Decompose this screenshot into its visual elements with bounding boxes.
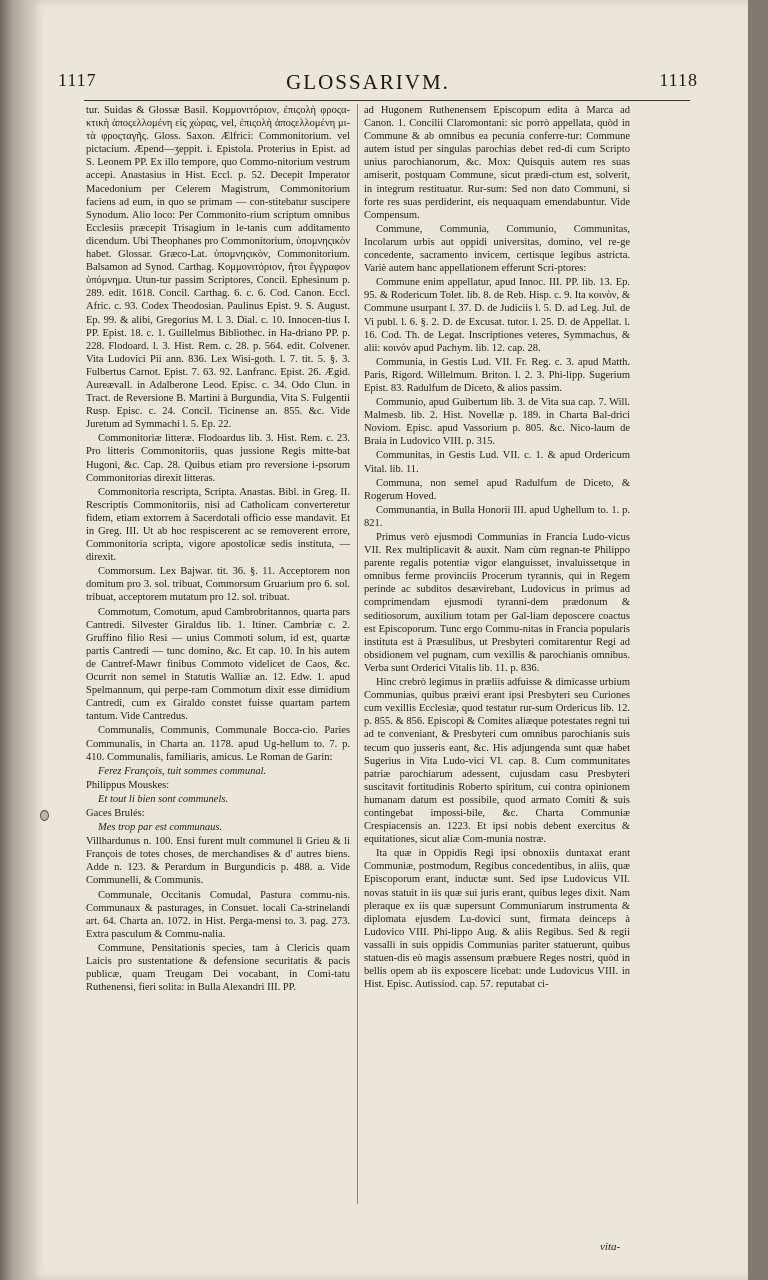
paragraph: Philippus Mouskes: — [86, 779, 170, 791]
left-page-number: 1117 — [58, 70, 97, 90]
page-header — [58, 70, 698, 100]
right-column — [364, 104, 630, 1239]
paragraph: Communio, apud Guibertum lib. 3. de Vita sua cap. 7. Will. Malmesb. lib. 2. Hist. Novellæ p. 189. in Charta Bal-drici Noviom. Episc. apud Vassorium p. 805. &c. Nico-laum de Braia in Ludovico VIII. p. 315. — [364, 397, 630, 448]
right-page-number: 1118 — [659, 70, 698, 90]
paragraph: Commune enim appellatur, apud Innoc. III. PP. lib. 13. Ep. 95. & Rodericum Tolet. lib. 8. de Reb. Hisp. c. 9. Ita κοινὸν, & Commune usurpant l. 37. D. de Judiciis l. 5. D. ad Leg. Jul. de Vi publ. l. 6. §. 2. D. de Excusat. tutor. l. 25. D. de Appellat. l. 16. Cod. Th. de Legat. Inscriptiones veteres, Symmachus, & alii: κοινόν apud Pachym. lib. 12. cap. 28. — [364, 277, 630, 354]
paper-hole — [40, 810, 49, 821]
catchword: vita- — [600, 1241, 621, 1253]
paragraph: Communa, non semel apud Radulfum de Diceto, & Rogerum Hoved. — [364, 477, 630, 502]
paragraph: Commonitoriæ litteræ. Flodoardus lib. 3. Hist. Rem. c. 23. Pro litteris Commonitoriis, quas jussione Regis mitte-bat Hugoni, &c. Cap. 28. Quibus etiam pro reversione i-psorum Commonitorias direxit litteras. — [86, 433, 350, 484]
header-rule — [84, 100, 690, 101]
paragraph: Communia, in Gestis Lud. VII. Fr. Reg. c. 3. apud Matth. Paris, Rigord. Willelmum. Briton. l. 2. 3. Phi-lipp. Sugerium Epist. 83. Radulfum de Diceto, & alios passim. — [364, 356, 630, 394]
left-column — [86, 104, 350, 1239]
paragraph: Primus verò ejusmodi Communias in Francia Ludo-vicus VII. Rex multiplicavit & auxit. Nam cùm regnan-te Philippo parente regalis potentiæ vigor elanguisset, invaluissetque in omnibus ferme provinciis Procerum tyrannis, qui in Regem perinde ac subditos desævirebant, Ludovicus in primus ad comprimendam ejusmodi tyranni-dem prædonum & seditiosorum, auxilium totam per Gal-liam deposcere coactus est Episcoporum. Tunc ergo Commu-nitas in Francia popularis instituta est à Præsulibus, ut Presbyteri comitarentur Regi ad obsidionem vel pugnam, cum vexillis & parochianis omnibus. Verba sunt Orderici Vitalis lib. 11. p. 836. — [364, 532, 630, 674]
paragraph: Hinc crebrò legimus in præliis adfuisse & dimicasse urbium Communias, quibus præivi erant ipsi Presbyteri seu Curiones cum vexillis Ecclesiæ, quod testatur rur-sum Ordericus lib. 12. p. 855. & 856. Episcopi & Comites aliæque potestates regni tui ad te conveniant, & Presbyteri cum omnibus parochianis suis tecum quo jusseris eant, &c. His adjungenda sunt quæ habet Sugerius in Vita Ludo-vici VI. cap. 8. Cum communitates patriæ parochiarum adessent, cujusdam casu Presbyteri suscitavit fortitudinis Roberto spiritum, cui contra opinionem humanam datum est possibile, quod armato Comiti & suis contingebat impossi-bile, &c. Charta Communiæ Crespiacensis an. 1223. Et ipsi nobis debent exercitus & equitationes, sicut aliæ Com-munia nostræ. — [364, 677, 630, 846]
verse-quote: Et tout li bien sont communels. — [98, 793, 229, 805]
paragraph: Communale, Occitanis Comudal, Pastura commu-nis. Communaux & pasturages, in Consuet. locali Ca-strinelandi art. 64. Charta an. 1072. in Hist. Perga-mensi to. 3. pag. 273. Extra pasculum & Commu-nalia. — [86, 889, 350, 940]
paragraph: Commorsum. Lex Bajwar. tit. 36. §. 11. Acceptorem non domitum pro 3. sol. tribuat, Commorsum Gruarium pro 6. sol. tribuat, acceptorem mutatum pro 12. sol. tribuat. — [86, 566, 350, 604]
paragraph: Commune, Pensitationis species, tam à Clericis quam Laicis pro sustentatione & defensione securitatis & pacis publicæ, quam Treugam Dei vocabant, in Comi-tatu Ruthenensi, fieri solita: in Bulla Alexandri III. PP. — [86, 942, 350, 994]
paragraph: Commonitoria rescripta, Scripta. Anastas. Bibl. in Greg. II. Rescriptis Commonitoriis, nisi ad Catholicam converteretur fidem, etiam extorrem à Sacerdotali officio esse mandavit. Et in Greg. III. Ut ab hoc respiscerent ac se removerent errore, Commonitoria scripta, vigore apostolicæ sedis instituta, — direxit. — [86, 486, 350, 564]
scan-edge — [748, 0, 768, 1280]
paragraph: Villhardunus n. 100. Ensi furent mult communel li Grieu & li François de totes choses, de merchandises & d' autres biens. Adde n. 123. & Perardum in Burgundicis p. 488. a. Vide Communelli, & Communis. — [86, 836, 350, 887]
paragraph: Communitas, in Gestis Lud. VII. c. 1. & apud Ordericum Vital. lib. 11. — [364, 450, 630, 475]
paragraph: Communantia, in Bulla Honorii III. apud Ughellum to. 1. p. 821. — [364, 504, 630, 529]
verse-quote: Ferez François, tuit sommes communal. — [98, 765, 267, 777]
paragraph: Communalis, Communis, Communale Bocca-cio. Paries Communalis, in Charta an. 1178. apud Ug-hellum to. 7. p. 410. Communalis, familiaris, amicus. Le Roman de Garin: — [86, 725, 350, 763]
column-divider — [357, 104, 358, 1204]
paragraph: Commotum, Comotum, apud Cambrobritannos, quarta pars Cantredi. Silvester Giraldus lib. 1. Itiner. Cambriæ c. 2. Gruffino filio Resi — unius Commoti solum, id est, quartæ partis Cantredi — tunc domino, &c. Et cap. 10. In his autem de Cantref-Mawr finibus Commoto videlicet de Caos, &c. Ocurrit non semel in Statutis Walliæ an. 12. Edw. 1. apud Spelmannum, qui perpe-ram Commotum dixit esse dimidium Cantredi, cum ex Giraldo constet fuisse quartam partem tantum. Vide Cantredus. — [86, 606, 350, 723]
verse-quote: Mes trop par est communaus. — [98, 822, 223, 834]
paragraph: Gaces Brulés: — [86, 807, 145, 819]
paragraph: tur. Suidas & Glossæ Basil. Κομμονιτόριον, ἐπιςολὴ φροςα-κτικὴ ἀποςελλομένη εἰς χώρας, vel, ἐπιςολὴ ἀποςελλομένη μι-τὰ φροςταγῆς. Gloss. Saxon. Ælfrici: Commonitorium. vel pictacium. Æpend—ʒeppit. i. Epistola. Proterius in Epist. ad S. Leonem PP. Ex illo tempore, quo Commo-nitorium vestrum accepi. Anastasius in Hist. Eccl. p. 52. Decepit Imperator Macedonium per Celerem Magistrum, Commonitorium faciens ad eum, in quo se primam — con-stitebatur suscipere Synodum. Alio loco: Per Commonito-rium scriptum omnibus Ecclesiis præcepit Trisagium in le-tanis cum additamento dicendum. Ubi Theophanes pro Commonitorium, ὑπομνηςικὸν habet. Glossar. Græco-Lat. ὑπομνηςικὸν, Commonitorium. Balsamon ad Synod. Carthag. Κομμονιτόριον, ἤτοι ἔγγραφον ὑπόμνημα. Utun-tur passim Scriptores, Concil. Ephesinum p. 289. edit. 1618. Concil. Carthag. 6. c. 6. Cod. Canon. Eccl. Afric. c. 93. Codex Theodosian. Paulinus Epist. 9. S. August. Ep. 99. & alibi, Gregorius M. l. 3. Dial. c. 10. Innocen-tius I. PP. Epist. 18. c. 1. Guillelmus Bibliothec. in Ha-driano PP. p. 228. Flodoard. l. 3. Hist. Rem. c. 28. p. 564. edit. Colvener. Vita Ludovici Pii ann. 836. Lex Wisi-goth. l. 7. tit. 5. §. 3. Fulbertus Carnot. Epist. 7. 63. 92. Lanfranc. Epist. 26. Ægid. Aureævall. in Adalberone Leod. Episc. c. 34. Odo Clun. in Tract. de Reversione B. Martini à Burgundia, Vita S. Fulgentii Rusp. Episc. c. 24. Concil. Ticinense an. 855. &c. Vide Juretum ad Symmachi l. 5. Ep. 22. — [86, 105, 350, 431]
running-title: GLOSSARIVM. — [286, 70, 450, 94]
paragraph: ad Hugonem Ruthenensem Episcopum edita à Marca ad Canon. 1. Concilii Claromontani: sic porrò appellata, quòd in Commune & ab omnibus ea pecunia conferre-tur: Commune autem istud per singulas parochias debet red-di cum Scripto unius parochianorum, &c. Mox: Quisquis autem res suas amiserit, postquam Commune, sicut prædi-ctum est, solverit, in integrum restituatur. Rur-sum: Sed non dato Communi, si forte res suas perdiderint, eis nequaquam emendabuntur. Vide Compensum. — [364, 105, 630, 221]
paragraph: Ita quæ in Oppidis Regi ipsi obnoxiis duntaxat erant Communiæ, postmodum, Regibus concedentibus, in aliis, quæ Episcoporum erant, inductæ sunt. Sed ipse Ludovicus VII. novas statuit in iis quæ sui juris erant, quibus leges dixit. Nam pleraque ex iis quæ supersunt Communiarum instrumenta & diplomata ejusdem Lu-dovici sunt, firmata deinceps à Ludovico VIII. Phi-lippo Aug. & aliis Regibus. Sed & regii vassalli in suis oppidis Communias pariter statuerunt, quibus statuen-dis eò magis assensum præbuere Reges nostri, quòd in bellis opem ab iis exposcere licebat: unde Ludovicus VIII. in Hist. Episc. Autissiod. cap. 57. reputabat ci- — [364, 848, 630, 991]
paragraph: Commune, Communia, Communio, Communitas, Incolarum urbis aut oppidi universitas, domino, vel re-ge concedente, sacramento invicem, certisque legibus astricta. Variè autem hanc appellationem efferunt Scri-ptores: — [364, 223, 630, 275]
